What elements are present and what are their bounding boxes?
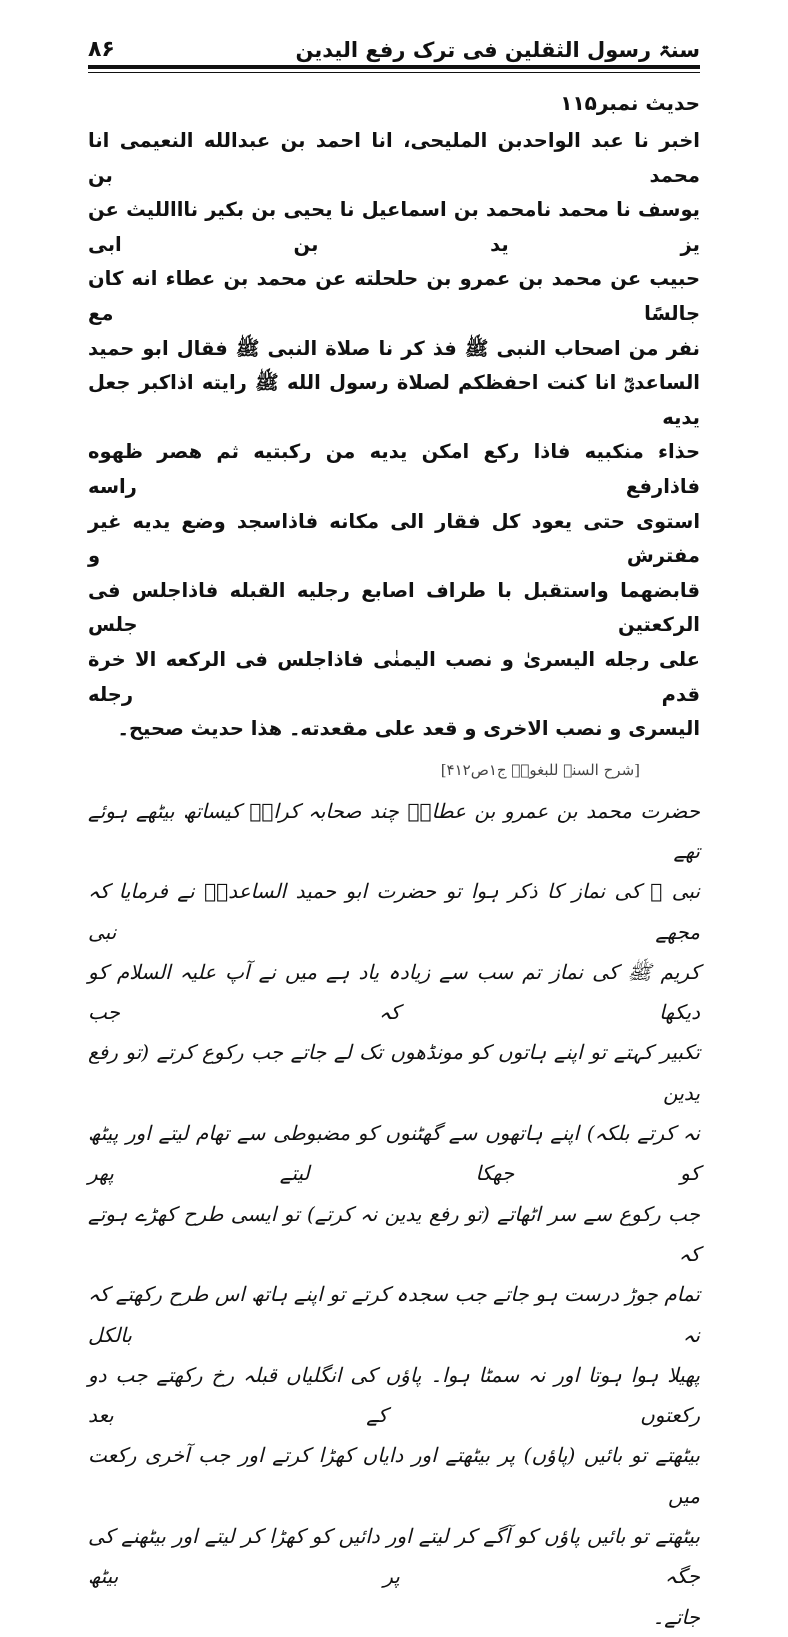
arabic-line: على رجله اليسرىٰ و نصب اليمنٰى فاذاجلس فى الركعه الا خرة قدم رجله (88, 647, 700, 706)
urdu-line: نہ کرتے بلکہ) اپنے ہاتھوں سے گھٹنوں کو مضبوطی سے تھام لیتے اور پیٹھ کو جھکا لیتے پھر (88, 1121, 700, 1186)
arabic-line: الساعدىؓ انا كنت احفظكم لصلاة رسول الله ﷺ رايته اذاكبر جعل يديه (88, 371, 700, 429)
urdu-line: پھیلا ہوا ہوتا اور نہ سمٹا ہوا۔ پاؤں کی انگلیاں قبلہ رخ رکھتے جب دو رکعتوں کے بعد (88, 1362, 700, 1428)
urdu-line: حضرت محمد بن عمرو بن عطاءؒ چند صحابہ کرامؓ کیساتھ بیٹھے ہوئے تھے (88, 798, 700, 863)
arabic-hadith-text (88, 124, 700, 747)
hadith-number-heading: حدیث نمبر۱۱۵ (560, 91, 700, 115)
page-number: ۸۶ (88, 37, 115, 62)
urdu-line: نبی ﷺ کی نماز کا ذکر ہوا تو حضرت ابو حمید الساعدیؓ نے فرمایا کہ مجھے نبی (88, 879, 700, 944)
arabic-line: يوسف نا محمد نامحمد بن اسماعيل نا يحيى بن بكير نااالليث عن يز يد بن ابى (88, 198, 700, 256)
urdu-line: بیٹھتے تو بائیں (پاؤں) پر بیٹھتے اور دایاں کھڑا کرتے اور جب آخری رکعت میں (88, 1443, 700, 1508)
running-title: سنۃ رسول الثقلین فی ترک رفع الیدین (295, 38, 700, 62)
urdu-line: بیٹھتے تو بائیں پاؤں کو آگے کر لیتے اور دائیں کو کھڑا کر لیتے اور بیٹھنے کی جگہ پر بیٹھ (88, 1524, 700, 1589)
arabic-line: استوى حتى يعود كل فقار الى مكانه فاذاسجد وضع يديه غير مفترش و (88, 509, 700, 568)
page-header (88, 26, 700, 62)
arabic-line: حبيب عن محمد بن عمرو بن حلحلته عن محمد بن عطاء انه كان جالسًا مع (88, 267, 700, 325)
header-rule-thick (88, 65, 700, 69)
urdu-line: جاتے۔ (652, 1604, 700, 1629)
arabic-line: اخبر نا عبد الواحدبن المليحى، انا احمد بن عبدالله النعيمى انا محمد بن (88, 129, 700, 187)
urdu-line: تمام جوڑ درست ہو جاتے جب سجدہ کرتے تو اپنے ہاتھ اس طرح رکھتے کہ نہ بالکل (88, 1282, 700, 1347)
arabic-line: اليسرى و نصب الاخرى و قعد على مقعدته۔ هذا حديث صحيح۔ (117, 717, 700, 741)
urdu-line: تکبیر کہتے تو اپنے ہاتوں کو مونڈھوں تک لے جاتے جب رکوع کرتے (تو رفع یدین (88, 1040, 700, 1105)
urdu-line: جب رکوع سے سر اٹھاتے (تو رفع یدین نہ کرتے) تو ایسی طرح کھڑے ہوتے کہ (88, 1201, 700, 1266)
arabic-line: حذاء منكبيه فاذا ركع امكن يديه من ركبتيه ثم هصر ظهوه فاذارفع راسه (88, 440, 700, 498)
arabic-line: نفر من اصحاب النبى ﷺ فذ كر نا صلاة النبى ﷺ فقال ابو حميد (88, 336, 700, 360)
arabic-line: قابضهما واستقبل با طراف اصابع رجليه القبله فاذاجلس فى الركعتين جلس (88, 578, 700, 637)
urdu-translation-text (88, 791, 700, 1637)
source-reference: [شرح السنہ للبغویؒ ج۱ص۴۱۲] (440, 760, 640, 779)
urdu-line: کریم ﷺ کی نماز تم سب سے زیادہ یاد ہے میں نے آپ علیہ السلام کو دیکھا کہ جب (88, 959, 700, 1025)
page-body (88, 86, 700, 1637)
header-rule-thin (88, 72, 700, 73)
